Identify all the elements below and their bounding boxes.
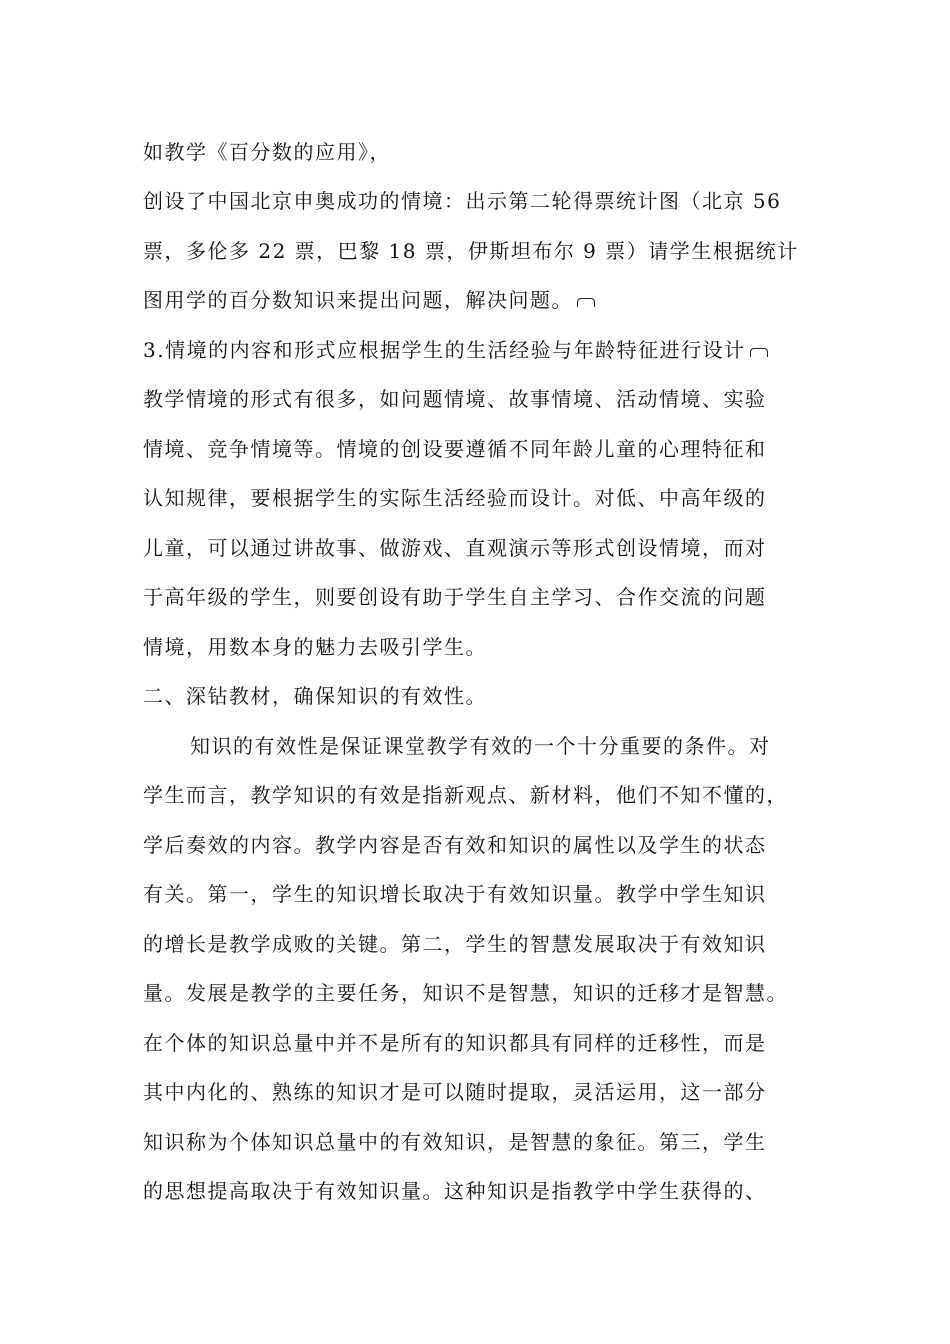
paragraph-mark-icon [577, 298, 595, 307]
text-line: 的思想提高取决于有效知识量。这种知识是指教学中学生获得的、 [143, 1179, 767, 1203]
text-line: 认知规律，要根据学生的实际生活经验而设计。对低、中高年级的 [143, 486, 767, 510]
text-line: 教学情境的形式有很多，如问题情境、故事情境、活动情境、实验 [143, 387, 767, 411]
text-line: 其中内化的、熟练的知识才是可以随时提取，灵活运用，这一部分 [143, 1080, 767, 1104]
text-line: 于高年级的学生，则要创设有助于学生自主学习、合作交流的问题 [143, 585, 767, 609]
text-line: 量。发展是教学的主要任务，知识不是智慧，知识的迁移才是智慧。 [143, 981, 788, 1005]
text-line: 学生而言，教学知识的有效是指新观点、新材料，他们不知不懂的， [143, 783, 788, 807]
text-line: 在个体的知识总量中并不是所有的知识都具有同样的迁移性，而是 [143, 1031, 767, 1055]
text-line: 知识称为个体知识总量中的有效知识，是智慧的象征。第三，学生 [143, 1130, 767, 1154]
section-heading: 二、深钻教材，确保知识的有效性。 [143, 684, 487, 708]
text-line: 有关。第一，学生的知识增长取决于有效知识量。教学中学生知识 [143, 882, 767, 906]
text-line: 的增长是教学成败的关键。第二，学生的智慧发展取决于有效知识 [143, 932, 767, 956]
text-line: 情境，用数本身的魅力去吸引学生。 [143, 635, 487, 659]
text-line: 如教学《百分数的应用》， [143, 140, 391, 164]
text-line-content: 3.情境的内容和形式应根据学生的生活经验与年龄特征进行设计 [143, 338, 746, 362]
text-line: 学后奏效的内容。教学内容是否有效和知识的属性以及学生的状态 [143, 833, 767, 857]
text-line: 儿童，可以通过讲故事、做游戏、直观演示等形式创设情境，而对 [143, 536, 767, 560]
text-line: 创设了中国北京申奥成功的情境：出示第二轮得票统计图（北京 56 [143, 189, 782, 213]
text-line: 票，多伦多 22 票，巴黎 18 票，伊斯坦布尔 9 票）请学生根据统计 [143, 239, 799, 263]
text-line [143, 286, 843, 314]
text-line-content: 图用学的百分数知识来提出问题，解决问题。 [143, 288, 573, 312]
text-line: 知识的有效性是保证课堂教学有效的一个十分重要的条件。对 [190, 734, 771, 758]
text-line: 情境、竞争情境等。情境的创设要遵循不同年龄儿童的心理特征和 [143, 437, 767, 461]
paragraph-mark-icon [750, 348, 768, 357]
text-line [143, 336, 843, 364]
